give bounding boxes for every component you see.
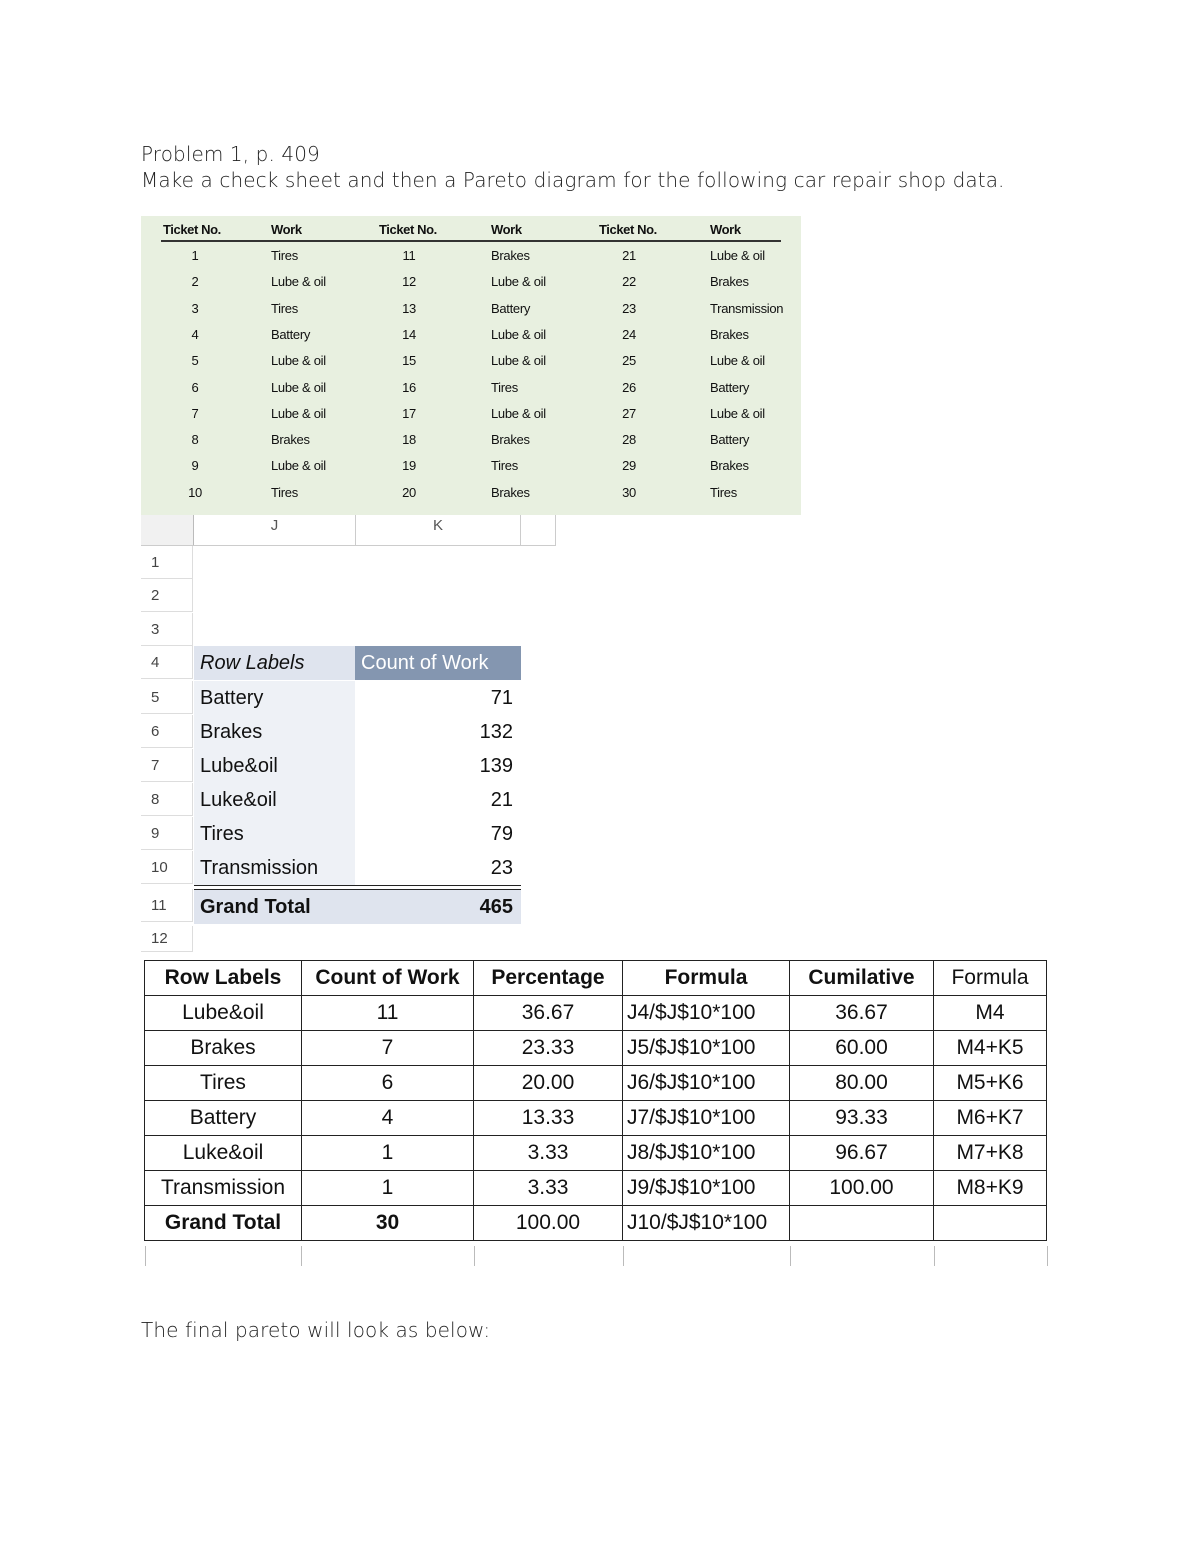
cell-row-label[interactable]: Battery <box>145 1101 302 1136</box>
ticket-work: Lube & oil <box>491 274 546 290</box>
pivot-row-value[interactable]: 21 <box>355 783 521 817</box>
table-row <box>145 1136 1047 1171</box>
pivot-header-row-labels[interactable]: Row Labels <box>194 646 355 680</box>
cell-percentage[interactable]: 13.33 <box>474 1101 623 1136</box>
total-formula[interactable]: J10/$J$10*100 <box>623 1206 790 1241</box>
pivot-row-label[interactable]: Luke&oil <box>194 783 355 817</box>
ticket-work: Transmission <box>710 300 784 316</box>
ticket-work: Lube & oil <box>491 326 546 342</box>
total-percentage[interactable]: 100.00 <box>474 1206 623 1241</box>
col-cumulative[interactable]: Cumilative <box>790 961 934 996</box>
pivot-row-value[interactable]: 79 <box>355 817 521 851</box>
ticket-work: Lube & oil <box>710 248 765 263</box>
ticket-work: Brakes <box>710 458 749 474</box>
col-formula-cumulative[interactable]: Formula <box>934 961 1047 996</box>
pivot-row-value[interactable]: 23 <box>355 851 521 885</box>
ticket-work: Lube & oil <box>271 379 326 395</box>
cell-cumulative-formula[interactable]: M4 <box>934 996 1047 1031</box>
pivot-header-count[interactable]: Count of Work <box>355 646 521 680</box>
instruction-text: Make a check sheet and then a Pareto diagram for the following car repair shop data. <box>141 168 1005 192</box>
gridline <box>145 1246 146 1266</box>
ticket-number: 20 <box>402 484 416 500</box>
gridline <box>301 1246 302 1266</box>
cell-cumulative-formula[interactable]: M4+K5 <box>934 1031 1047 1066</box>
ticket-number: 14 <box>402 326 416 342</box>
ticket-work: Lube & oil <box>271 405 326 421</box>
table-row <box>145 1171 1047 1206</box>
ticket-number: 9 <box>191 458 199 474</box>
row-number[interactable]: 9 <box>141 817 193 850</box>
ticket-work: Battery <box>491 300 531 316</box>
cell-count[interactable]: 1 <box>302 1136 474 1171</box>
ticket-work: Brakes <box>491 484 530 500</box>
gridline <box>1047 1246 1048 1266</box>
ticket-number: 19 <box>402 458 416 474</box>
col-count-of-work[interactable]: Count of Work <box>302 961 474 996</box>
row-number[interactable]: 11 <box>141 889 193 922</box>
pivot-row-label[interactable]: Battery <box>194 681 355 715</box>
ticket-number: 26 <box>622 379 636 395</box>
cell-count[interactable]: 1 <box>302 1171 474 1206</box>
header-work-2: Work <box>491 222 522 237</box>
table-row <box>145 1066 1047 1101</box>
column-header-next[interactable] <box>521 515 556 546</box>
gridline <box>474 1246 475 1266</box>
cell-cumulative[interactable]: 80.00 <box>790 1066 934 1101</box>
ticket-number: 28 <box>622 432 636 448</box>
row-number[interactable]: 1 <box>141 546 193 579</box>
ticket-work: Brakes <box>491 248 530 263</box>
cell-formula[interactable]: J6/$J$10*100 <box>623 1066 790 1101</box>
ticket-number: 1 <box>191 248 199 263</box>
gridline <box>790 1246 791 1266</box>
ticket-number: 21 <box>622 248 636 263</box>
cell-cumulative-formula[interactable]: M7+K8 <box>934 1136 1047 1171</box>
ticket-number: 4 <box>191 326 199 342</box>
ticket-number: 8 <box>191 432 199 448</box>
row-number[interactable]: 4 <box>141 646 193 679</box>
cell-formula[interactable]: J9/$J$10*100 <box>623 1171 790 1206</box>
ticket-work: Tires <box>710 484 737 500</box>
ticket-number: 6 <box>191 379 199 395</box>
ticket-number: 3 <box>191 300 199 316</box>
ticket-work: Lube & oil <box>271 274 326 290</box>
ticket-work: Lube & oil <box>271 458 326 474</box>
header-ticket-no-1: Ticket No. <box>163 222 221 237</box>
total-count[interactable]: 30 <box>302 1206 474 1241</box>
cell-count[interactable]: 7 <box>302 1031 474 1066</box>
row-number[interactable]: 5 <box>141 681 193 714</box>
pivot-row-label[interactable]: Tires <box>194 817 355 851</box>
ticket-number: 18 <box>402 432 416 448</box>
cell-formula[interactable]: J5/$J$10*100 <box>623 1031 790 1066</box>
ticket-work: Tires <box>271 484 298 500</box>
cell-cumulative[interactable]: 93.33 <box>790 1101 934 1136</box>
header-ticket-no-2: Ticket No. <box>379 222 437 237</box>
gridline <box>934 1246 935 1266</box>
ticket-number: 27 <box>622 405 636 421</box>
ticket-work: Lube & oil <box>271 353 326 369</box>
pivot-row-value[interactable]: 139 <box>355 749 521 783</box>
pivot-grand-total-value[interactable]: 465 <box>355 890 521 924</box>
col-percentage[interactable]: Percentage <box>474 961 623 996</box>
cell-cumulative[interactable]: 96.67 <box>790 1136 934 1171</box>
cell-formula[interactable]: J4/$J$10*100 <box>623 996 790 1031</box>
table-row <box>145 996 1047 1031</box>
ticket-number: 2 <box>191 274 199 290</box>
ticket-number: 13 <box>402 300 416 316</box>
header-work-3: Work <box>710 222 741 237</box>
cell-row-label[interactable]: Transmission <box>145 1171 302 1206</box>
ticket-data-table <box>141 216 801 515</box>
ticket-work: Lube & oil <box>710 405 765 421</box>
ticket-number: 23 <box>622 300 636 316</box>
cell-percentage[interactable]: 23.33 <box>474 1031 623 1066</box>
cell-cumulative[interactable]: 60.00 <box>790 1031 934 1066</box>
cell-percentage[interactable]: 20.00 <box>474 1066 623 1101</box>
grand-total-row <box>145 1206 1047 1241</box>
ticket-work: Tires <box>491 458 518 474</box>
ticket-number: 10 <box>188 484 202 500</box>
ticket-work: Lube & oil <box>491 353 546 369</box>
cell-cumulative[interactable]: 100.00 <box>790 1171 934 1206</box>
ticket-work: Lube & oil <box>491 405 546 421</box>
ticket-work: Battery <box>710 379 750 395</box>
pivot-row-value[interactable]: 71 <box>355 681 521 715</box>
ticket-work: Battery <box>271 326 311 342</box>
corner-cell[interactable] <box>141 515 197 546</box>
pivot-row-label[interactable]: Lube&oil <box>194 749 355 783</box>
cell-percentage[interactable]: 36.67 <box>474 996 623 1031</box>
cell-percentage[interactable]: 3.33 <box>474 1171 623 1206</box>
ticket-number: 25 <box>622 353 636 369</box>
ticket-number: 5 <box>191 353 199 369</box>
pivot-row-value[interactable]: 132 <box>355 715 521 749</box>
cell-cumulative-formula[interactable]: M8+K9 <box>934 1171 1047 1206</box>
cell-percentage[interactable]: 3.33 <box>474 1136 623 1171</box>
cell-row-label[interactable]: Tires <box>145 1066 302 1101</box>
ticket-number: 7 <box>191 405 199 421</box>
table-row <box>145 1031 1047 1066</box>
cell-cumulative-formula[interactable]: M6+K7 <box>934 1101 1047 1136</box>
cell-row-label[interactable]: Lube&oil <box>145 996 302 1031</box>
cell-cumulative[interactable]: 36.67 <box>790 996 934 1031</box>
total-cumulative-formula[interactable] <box>934 1206 1047 1241</box>
ticket-number: 30 <box>622 484 636 500</box>
total-row-label[interactable]: Grand Total <box>145 1206 302 1241</box>
row-number[interactable]: 8 <box>141 783 193 816</box>
ticket-work: Tires <box>271 300 298 316</box>
ticket-number: 24 <box>622 326 636 342</box>
ticket-number: 29 <box>622 458 636 474</box>
ticket-work: Tires <box>271 248 298 263</box>
cell-count[interactable]: 4 <box>302 1101 474 1136</box>
column-header-k[interactable]: K <box>356 515 521 546</box>
row-number[interactable]: 7 <box>141 749 193 782</box>
cell-count[interactable]: 11 <box>302 996 474 1031</box>
row-number[interactable]: 2 <box>141 579 193 612</box>
pivot-grand-total-label[interactable]: Grand Total <box>194 890 355 924</box>
pivot-row-label[interactable]: Transmission <box>194 851 355 885</box>
ticket-number: 11 <box>402 248 416 263</box>
pareto-summary-table <box>144 960 1047 1241</box>
ticket-work: Tires <box>491 379 518 395</box>
ticket-work: Brakes <box>710 326 749 342</box>
pivot-row-label[interactable]: Brakes <box>194 715 355 749</box>
ticket-work: Brakes <box>271 432 310 448</box>
cell-row-label[interactable]: Brakes <box>145 1031 302 1066</box>
ticket-number: 15 <box>402 353 416 369</box>
ticket-work: Battery <box>710 432 750 448</box>
pivot-spreadsheet <box>141 515 556 952</box>
cell-formula[interactable]: J7/$J$10*100 <box>623 1101 790 1136</box>
header-ticket-no-3: Ticket No. <box>599 222 657 237</box>
row-number[interactable]: 10 <box>141 851 193 884</box>
column-header-j[interactable]: J <box>194 515 356 546</box>
footer-text: The final pareto will look as below: <box>141 1318 491 1342</box>
problem-title: Problem 1, p. 409 <box>141 142 320 166</box>
cell-row-label[interactable]: Luke&oil <box>145 1136 302 1171</box>
row-number[interactable]: 3 <box>141 613 193 646</box>
ticket-work: Lube & oil <box>710 353 765 369</box>
header-rule <box>161 240 781 242</box>
table-row <box>145 1101 1047 1136</box>
col-formula[interactable]: Formula <box>623 961 790 996</box>
row-number[interactable]: 6 <box>141 715 193 748</box>
cell-cumulative-formula[interactable]: M5+K6 <box>934 1066 1047 1101</box>
cell-formula[interactable]: J8/$J$10*100 <box>623 1136 790 1171</box>
gridline <box>623 1246 624 1266</box>
ticket-number: 16 <box>402 379 416 395</box>
ticket-number: 17 <box>402 405 416 421</box>
ticket-work: Brakes <box>710 274 749 290</box>
header-work-1: Work <box>271 222 302 237</box>
ticket-number: 22 <box>622 274 636 290</box>
row-number[interactable]: 12 <box>141 926 193 952</box>
col-row-labels[interactable]: Row Labels <box>145 961 302 996</box>
ticket-work: Brakes <box>491 432 530 448</box>
ticket-number: 12 <box>402 274 416 290</box>
cell-count[interactable]: 6 <box>302 1066 474 1101</box>
total-cumulative[interactable] <box>790 1206 934 1241</box>
